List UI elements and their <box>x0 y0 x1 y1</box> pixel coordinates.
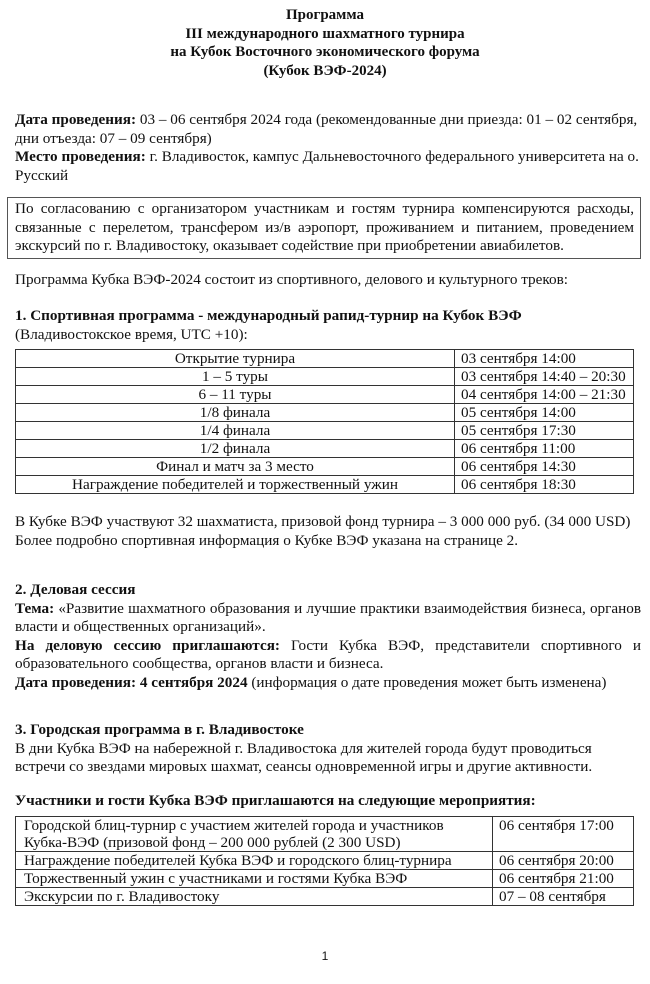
page-number: 1 <box>321 949 329 963</box>
city-section <box>15 721 641 777</box>
event-date-label: Дата проведения: <box>15 111 137 128</box>
business-invited <box>15 637 641 674</box>
event-place-text: г. Владивосток, кампус Дальневосточного федерального университета на о. Русский <box>15 148 639 184</box>
business-date-text: (информация о дате проведения может быть изменена) <box>247 673 607 691</box>
event-place <box>15 148 641 185</box>
table-row <box>16 350 634 368</box>
event-cell: Финал и матч за 3 место <box>16 458 455 476</box>
sport-schedule-table <box>15 349 634 494</box>
business-theme-text: «Развитие шахматного образования и лучшие практики взаимодействия бизнеса, органов власти и общественных организаций». <box>15 599 641 635</box>
city-heading <box>15 721 641 740</box>
city-text: В дни Кубка ВЭФ на набережной г. Владивостока для жителей города будут проводиться встречи со звездами мировых шахмат, сеансы одновременной игры и другие активности. <box>15 739 593 775</box>
compensation-notice: По согласованию с организатором участникам и гостям турнира компенсируются расходы, связанные с перелетом, трансфером из/в аэропорт, проживанием и питанием, проведением экскурсий по г. Владивостоку, оказывает содействие при приобретении авиабилетов. <box>7 197 641 259</box>
table-row <box>16 386 634 404</box>
sport-note-participants: В Кубке ВЭФ участвуют 32 шахматиста, призовой фонд турнира – 3 000 000 руб. (34 000 USD) <box>15 513 631 530</box>
document-title <box>0 6 650 80</box>
time-cell: 04 сентября 14:00 – 21:30 <box>455 386 634 404</box>
table-row <box>16 422 634 440</box>
business-invited-text: Гости Кубка ВЭФ, представители спортивного и образовательного сообщества, органов власти и бизнеса. <box>15 636 641 672</box>
time-cell: 07 – 08 сентября <box>493 888 634 906</box>
time-cell: 05 сентября 14:00 <box>455 404 634 422</box>
event-cell: 1/2 финала <box>16 440 455 458</box>
table-row <box>16 476 634 494</box>
sport-heading-suffix: (Владивостокское время, UTC +10): <box>15 325 248 343</box>
title-line-2: III международного шахматного турнира <box>185 25 465 42</box>
event-cell: 6 – 11 туры <box>16 386 455 404</box>
event-date <box>15 111 641 148</box>
table-row <box>16 852 634 870</box>
time-cell: 06 сентября 20:00 <box>493 852 634 870</box>
time-cell: 06 сентября 14:30 <box>455 458 634 476</box>
city-events-table <box>15 816 634 906</box>
table-row <box>16 817 634 852</box>
sport-heading-bold: 1. Спортивная программа - международный рапид-турнир на Кубок ВЭФ <box>15 307 522 324</box>
table-row <box>16 404 634 422</box>
sport-note-details: Более подробно спортивная информация о Кубке ВЭФ указана на странице 2. <box>15 531 519 549</box>
event-cell: Городской блиц-турнир с участием жителей города и участников Кубка-ВЭФ (призовой фонд – 200 000 рублей (2 300 USD) <box>16 817 493 852</box>
sport-notes <box>15 513 641 550</box>
business-heading <box>15 581 641 600</box>
business-heading-text: 2. Деловая сессия <box>15 581 136 598</box>
event-date-text: 03 – 06 сентября 2024 года (рекомендованные дни приезда: 01 – 02 сентября, дни отъезда: 07 – 09 сентября) <box>15 111 638 147</box>
title-line-4: (Кубок ВЭФ-2024) <box>263 62 387 79</box>
business-date <box>15 674 641 693</box>
event-cell: Награждение победителей Кубка ВЭФ и городского блиц-турнира <box>16 852 493 870</box>
event-cell: Открытие турнира <box>16 350 455 368</box>
table-row <box>16 888 634 906</box>
title-line-3: на Кубок Восточного экономического форума <box>170 44 480 60</box>
time-cell: 06 сентября 18:30 <box>455 476 634 494</box>
event-cell: Награждение победителей и торжественный ужин <box>16 476 455 494</box>
program-intro: Программа Кубка ВЭФ-2024 состоит из спортивного, делового и культурного треков: <box>15 271 568 288</box>
time-cell: 03 сентября 14:40 – 20:30 <box>455 368 634 386</box>
sport-section-heading <box>15 307 641 344</box>
event-cell: 1 – 5 туры <box>16 368 455 386</box>
city-invite-heading <box>15 792 641 811</box>
title-line-1: Программа <box>286 7 364 23</box>
business-invited-label: На деловую сессию приглашаются: <box>15 636 280 654</box>
table-row <box>16 368 634 386</box>
city-invite-heading-text: Участники и гости Кубка ВЭФ приглашаются на следующие мероприятия: <box>15 792 536 809</box>
table-row <box>16 458 634 476</box>
event-info <box>15 111 641 185</box>
business-date-label: Дата проведения: 4 сентября 2024 <box>15 673 248 691</box>
city-heading-text: 3. Городская программа в г. Владивостоке <box>15 721 304 738</box>
business-theme <box>15 600 641 637</box>
event-cell: Торжественный ужин с участниками и гостями Кубка ВЭФ <box>16 870 493 888</box>
business-theme-label: Тема: <box>15 599 55 617</box>
time-cell: 06 сентября 11:00 <box>455 440 634 458</box>
business-section <box>15 581 641 692</box>
event-place-label: Место проведения: <box>15 148 146 165</box>
time-cell: 06 сентября 21:00 <box>493 870 634 888</box>
event-cell: 1/8 финала <box>16 404 455 422</box>
event-cell: 1/4 финала <box>16 422 455 440</box>
table-row <box>16 870 634 888</box>
time-cell: 03 сентября 14:00 <box>455 350 634 368</box>
time-cell: 05 сентября 17:30 <box>455 422 634 440</box>
table-row <box>16 440 634 458</box>
event-cell: Экскурсии по г. Владивостоку <box>16 888 493 906</box>
time-cell: 06 сентября 17:00 <box>493 817 634 852</box>
